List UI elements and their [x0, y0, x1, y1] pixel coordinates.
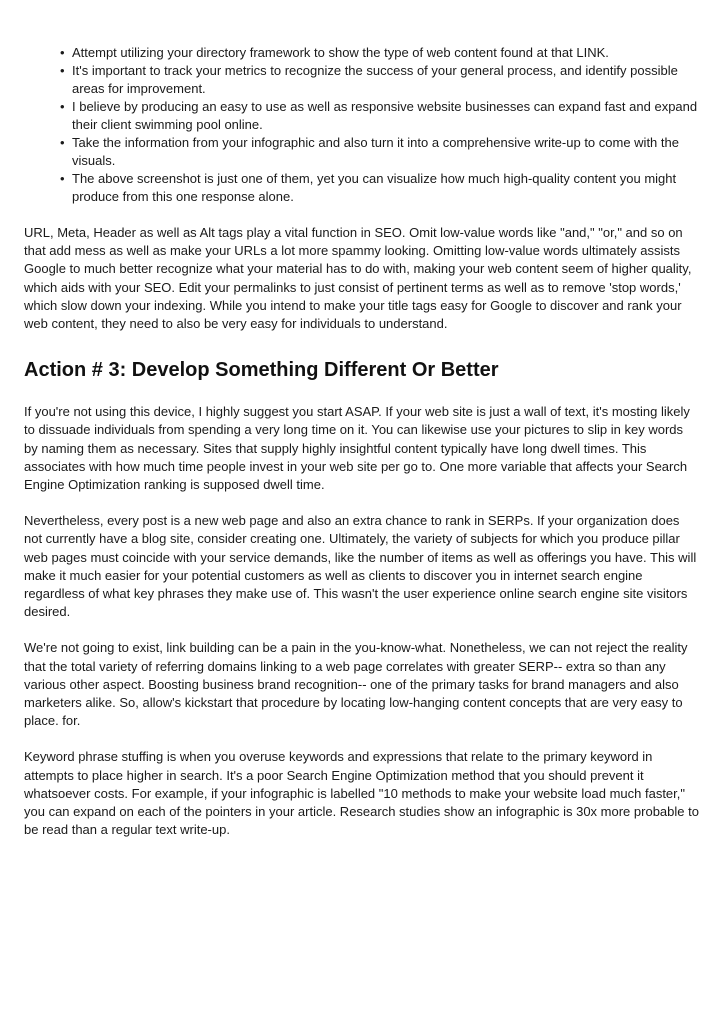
bullet-item: • I believe by producing an easy to use as well as responsive website businesses can expand fast and expand their client swimming pool online.	[62, 98, 700, 134]
body-paragraph: We're not going to exist, link building can be a pain in the you-know-what. Nonetheless, we can not reject the reality that the total variety of referring domains linking to a web page correlates with greater SERP-- extra so than any various other aspect. Boosting business brand recognition-- one of the primary tasks for brand managers and also marketers alike. So, allow's kickstart that procedure by locating low-hanging content concepts that are very easy to place. for.	[24, 640, 688, 729]
body-paragraph: Nevertheless, every post is a new web page and also an extra chance to rank in SERPs. If your organization does not currently have a blog site, consider creating one. Ultimately, the variety of subjects for which you produce pillar web pages must coincide with your service demands, like the number of items as well as offerings you have. This will make it much easier for your potential customers as well as clients to discover you in internet search engine regardless of what key phrases they make use of. This wasn't the user experience online search engine site visitors desired.	[24, 513, 697, 620]
body-paragraph: URL, Meta, Header as well as Alt tags play a vital function in SEO. Omit low-value words like "and," "or," and so on that add mess as well as make your URLs a lot more spammy looking. Omitting low-value words ultimately assists Google to much better recognize what your material has to do with, making your web content seem of higher quality, which aids with your SEO. Edit your permalinks to just consist of pertinent terms as well as to remove 'stop words,' which slow down your indexing. While you intend to make your title tags easy for Google to discover and rank your web content, they need to also be very easy for individuals to understand.	[24, 225, 692, 332]
bullet-list	[24, 44, 700, 206]
bullet-item: • Take the information from your infographic and also turn it into a comprehensive write-up to come with the visuals.	[62, 134, 700, 170]
body-paragraph: Keyword phrase stuffing is when you overuse keywords and expressions that relate to the primary keyword in attempts to place higher in search. It's a poor Search Engine Optimization method that you should prevent it whatsoever costs. For example, if your infographic is labelled "10 methods to make your website load much faster," you can expand on each of the pointers in your article. Research studies show an infographic is 30x more probable to be read than a regular text write-up.	[24, 749, 699, 838]
body-paragraph: If you're not using this device, I highly suggest you start ASAP. If your web site is just a wall of text, it's mosting likely to dissuade individuals from spending a very long time on it. You can likewise use your pictures to slip in key words by naming them as necessary. Sites that supply highly insightful content typically have long dwell times. This associates with how much time people invest in your web site per go to. One more variable that affects your Search Engine Optimization ranking is supposed dwell time.	[24, 404, 690, 493]
bullet-item: • Attempt utilizing your directory framework to show the type of web content found at that LINK.	[62, 44, 700, 62]
section-heading: Action # 3: Develop Something Different Or Better	[24, 359, 499, 382]
bullet-item: • The above screenshot is just one of them, yet you can visualize how much high-quality content you might produce from this one response alone.	[62, 170, 700, 206]
bullet-item: • It's important to track your metrics to recognize the success of your general process, and identify possible areas for improvement.	[62, 62, 700, 98]
document-page	[24, 44, 700, 857]
